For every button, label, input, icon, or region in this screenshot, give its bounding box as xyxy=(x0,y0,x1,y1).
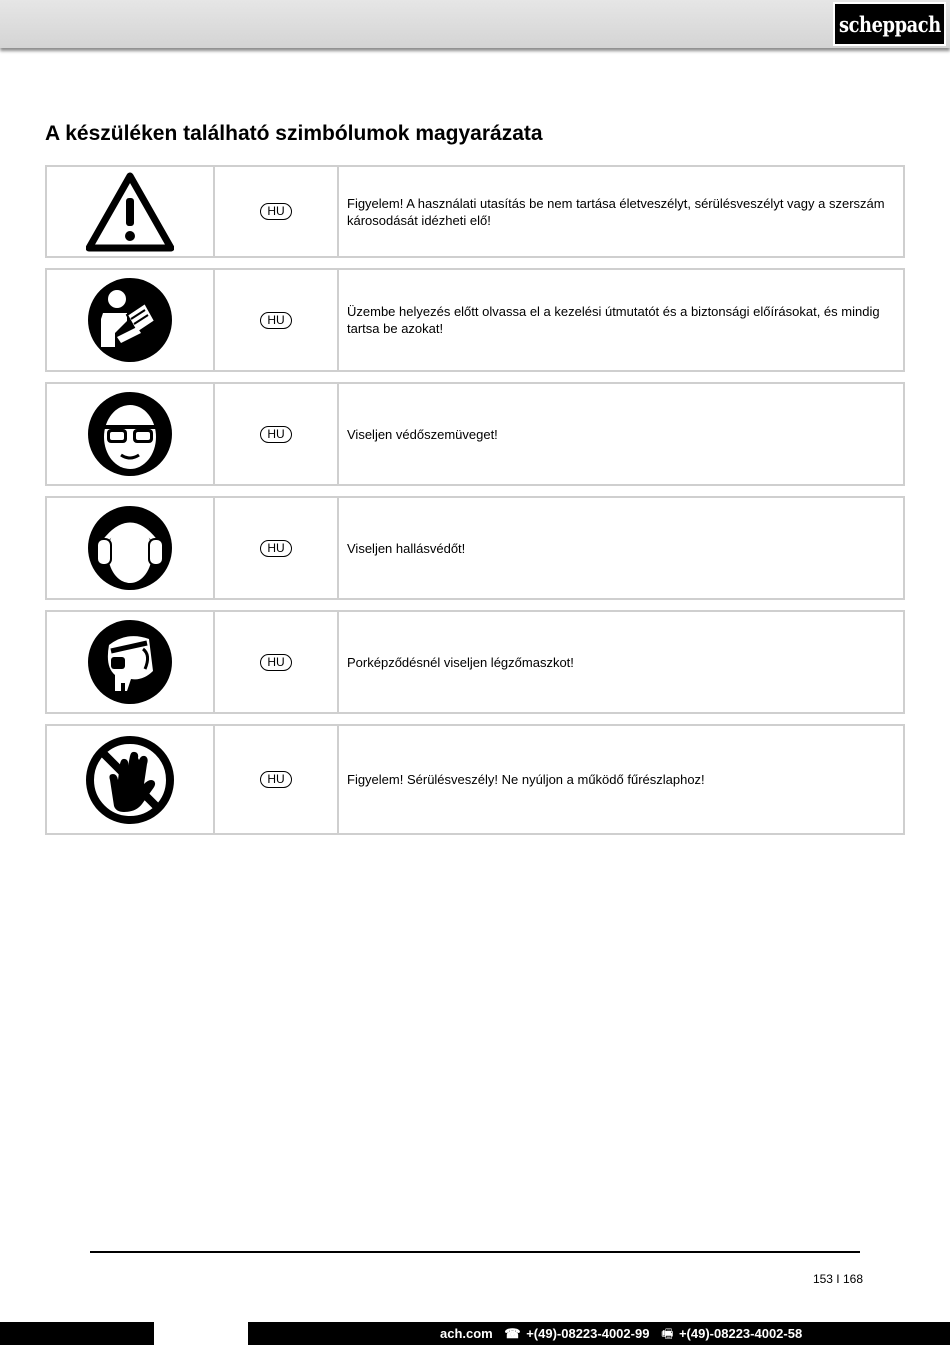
symbol-row xyxy=(45,382,905,486)
fax-number: +(49)-08223-4002-58 xyxy=(678,1326,803,1341)
language-cell xyxy=(215,726,339,833)
symbol-icon-cell xyxy=(47,498,215,598)
symbol-icon-cell xyxy=(47,167,215,256)
website-link[interactable]: ach.com xyxy=(440,1326,493,1341)
phone-number: +(49)-08223-4002-99 xyxy=(526,1326,650,1341)
brand-logo-text: scheppach xyxy=(838,11,941,37)
symbol-icon-cell xyxy=(47,384,215,484)
contact-info xyxy=(440,1325,810,1347)
language-cell xyxy=(215,270,339,370)
footer-divider xyxy=(90,1251,860,1253)
ear-protection-icon xyxy=(87,505,173,591)
symbol-description: Üzembe helyezés előtt olvassa el a kezelési útmutatót és a biztonsági előírásokat, és mindig tartsa be azokat! xyxy=(347,304,880,336)
respirator-mask-icon xyxy=(87,619,173,705)
read-manual-icon xyxy=(87,277,173,363)
language-cell xyxy=(215,384,339,484)
symbol-description: Figyelem! Sérülésveszély! Ne nyúljon a működő fűrészlaphoz! xyxy=(347,772,705,787)
safety-goggles-icon xyxy=(87,391,173,477)
symbol-description: Viseljen hallásvédőt! xyxy=(347,540,466,556)
header-bar xyxy=(0,0,950,48)
fax-icon: 🖷 xyxy=(661,1326,674,1341)
language-badge: HU xyxy=(260,426,291,443)
symbol-description: Figyelem! A használati utasítás be nem tartása életveszélyt, sérülésveszélyt vagy a szerszám károsodását idézheti elő! xyxy=(347,195,885,228)
language-badge: HU xyxy=(260,654,291,671)
contact-bar-gap xyxy=(154,1322,248,1345)
symbol-row xyxy=(45,268,905,372)
symbol-icon-cell xyxy=(47,270,215,370)
contact-bar xyxy=(0,1322,950,1345)
language-badge: HU xyxy=(260,203,291,220)
language-cell xyxy=(215,167,339,256)
language-cell xyxy=(215,612,339,712)
page-number: 153 I 168 xyxy=(812,1272,863,1286)
symbol-icon-cell xyxy=(47,612,215,712)
symbol-description: Porképződésnél viseljen légzőmaszkot! xyxy=(347,654,574,670)
language-badge: HU xyxy=(260,312,291,329)
symbol-row xyxy=(45,496,905,600)
language-cell xyxy=(215,498,339,598)
language-badge: HU xyxy=(260,771,291,788)
symbol-row xyxy=(45,724,905,835)
symbol-description: Viseljen védőszemüveget! xyxy=(347,426,498,442)
symbol-icon-cell xyxy=(47,726,215,833)
no-hand-icon xyxy=(84,734,176,826)
symbol-row xyxy=(45,165,905,258)
phone-icon: ☎ xyxy=(504,1326,521,1341)
language-badge: HU xyxy=(260,540,291,557)
brand-logo xyxy=(833,2,946,46)
symbol-row xyxy=(45,610,905,714)
page-title: A készüléken található szimbólumok magyarázata xyxy=(45,122,543,145)
warning-triangle-icon xyxy=(86,172,174,252)
